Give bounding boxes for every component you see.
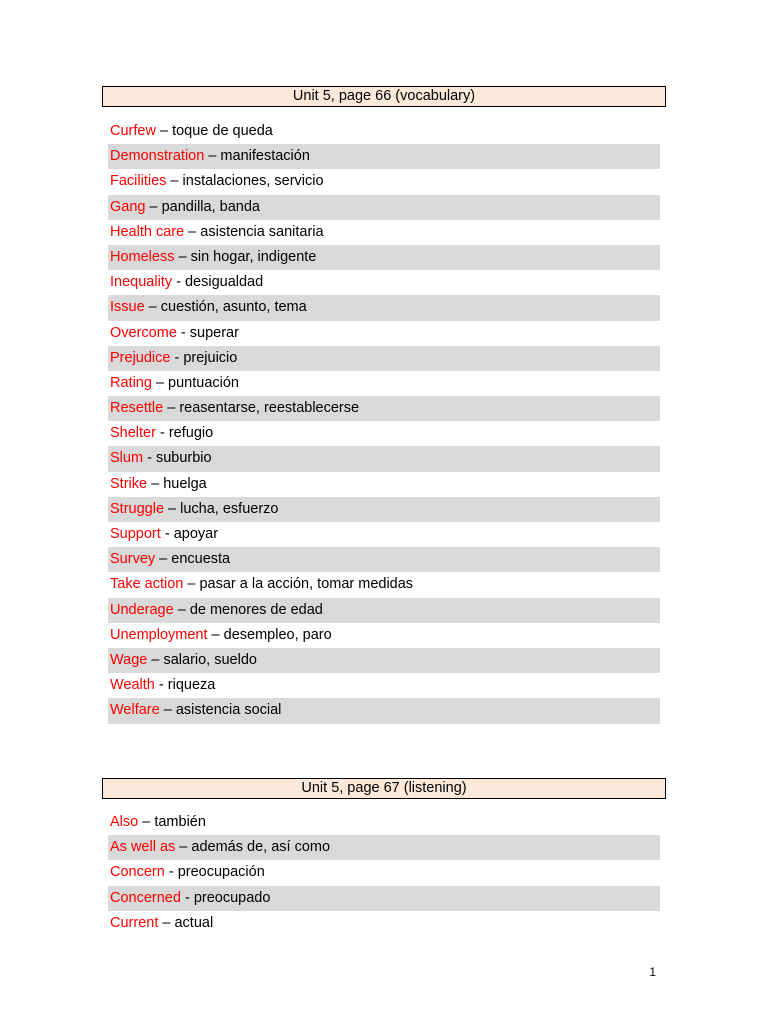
vocab-separator: -	[172, 274, 185, 291]
section-header-vocabulary	[102, 86, 666, 107]
vocab-entry	[108, 648, 660, 673]
vocab-translation: desempleo, paro	[223, 626, 332, 643]
vocab-entry	[108, 497, 660, 522]
vocab-separator: –	[145, 198, 162, 215]
vocab-translation: asistencia social	[175, 702, 282, 719]
vocab-separator: –	[173, 601, 190, 618]
vocab-entry	[108, 911, 660, 936]
vocabulary-list	[108, 119, 660, 724]
vocab-entry	[108, 522, 660, 547]
vocab-separator: -	[155, 425, 169, 442]
vocab-translation: preocupado	[193, 889, 271, 906]
vocab-entry	[108, 245, 660, 270]
vocab-term: Unemployment	[110, 626, 208, 643]
vocab-translation: riqueza	[167, 677, 216, 694]
vocab-term: Shelter	[110, 425, 156, 442]
vocab-translation: encuesta	[171, 551, 231, 568]
vocab-entry	[108, 144, 660, 169]
vocab-term: Struggle	[110, 500, 165, 517]
section-header-label: Unit 5, page 67 (listening)	[301, 780, 467, 796]
vocab-separator: -	[164, 864, 178, 881]
vocab-translation: lucha, esfuerzo	[180, 500, 279, 517]
vocab-separator: –	[159, 702, 176, 719]
vocab-term: Concern	[110, 864, 165, 881]
vocab-translation: actual	[174, 914, 214, 931]
section-header-listening	[102, 778, 666, 799]
vocab-separator: -	[143, 450, 156, 467]
vocab-term: Facilities	[110, 173, 167, 190]
vocab-translation: sin hogar, indigente	[190, 248, 317, 265]
vocab-term: Wealth	[110, 677, 155, 694]
vocab-separator: -	[170, 349, 184, 366]
vocab-term: Gang	[110, 198, 146, 215]
vocab-separator: –	[155, 551, 172, 568]
vocab-term: Resettle	[110, 400, 164, 417]
vocab-separator: –	[166, 173, 183, 190]
vocab-entry	[108, 860, 660, 885]
vocab-translation: toque de queda	[172, 123, 273, 139]
vocab-term: Wage	[110, 651, 148, 668]
vocab-separator: –	[183, 576, 200, 593]
vocab-entry	[108, 371, 660, 396]
vocab-translation: pasar a la acción, tomar medidas	[199, 576, 414, 593]
vocab-entry	[108, 169, 660, 194]
vocab-term: Survey	[110, 551, 156, 568]
listening-list	[108, 810, 660, 936]
vocab-separator: –	[147, 475, 164, 492]
vocab-entry	[108, 572, 660, 597]
vocab-entry	[108, 886, 660, 911]
vocab-separator: –	[175, 839, 192, 856]
vocab-translation: refugio	[168, 425, 214, 442]
vocab-translation: puntuación	[168, 374, 239, 391]
vocab-translation: cuestión, asunto, tema	[160, 299, 307, 316]
vocab-separator: –	[174, 248, 191, 265]
vocab-translation: salario, sueldo	[163, 651, 257, 668]
vocab-entry	[108, 810, 660, 835]
vocab-translation: manifestación	[220, 148, 310, 165]
vocab-term: Issue	[110, 299, 145, 316]
vocab-separator: –	[204, 148, 221, 165]
vocab-translation: reasentarse, reestablecerse	[179, 400, 360, 417]
vocab-separator: –	[147, 651, 164, 668]
vocab-separator: –	[151, 374, 169, 391]
vocab-term: Homeless	[110, 248, 175, 265]
vocab-separator: –	[138, 814, 155, 830]
vocab-translation: pandilla, banda	[161, 198, 260, 215]
vocab-term: Curfew	[110, 123, 156, 139]
vocab-translation: además de, así como	[191, 839, 331, 856]
vocab-entry	[108, 446, 660, 471]
vocab-term: Prejudice	[110, 349, 171, 366]
vocab-entry	[108, 598, 660, 623]
vocab-term: Strike	[110, 475, 148, 492]
vocab-separator: -	[160, 526, 174, 542]
vocab-term: Take action	[110, 576, 184, 593]
vocab-term: Overcome	[110, 324, 177, 341]
vocab-entry	[108, 835, 660, 860]
vocab-separator: –	[207, 626, 224, 643]
vocab-term: Also	[110, 814, 139, 830]
vocab-translation: asistencia sanitaria	[200, 223, 324, 240]
vocab-entry	[108, 270, 660, 295]
vocab-entry	[108, 623, 660, 648]
vocab-term: Welfare	[110, 702, 160, 719]
vocab-entry	[108, 195, 660, 220]
section-header-label: Unit 5, page 66 (vocabulary)	[292, 88, 476, 104]
vocab-translation: superar	[189, 324, 239, 341]
vocab-separator: –	[184, 223, 201, 240]
vocab-term: Inequality	[110, 274, 173, 291]
vocab-separator: –	[158, 914, 175, 931]
vocab-entry	[108, 396, 660, 421]
vocab-term: Health care	[110, 223, 185, 240]
vocab-separator: -	[180, 889, 194, 906]
vocab-separator: –	[144, 299, 161, 316]
vocab-translation: prejuicio	[183, 349, 238, 366]
vocab-separator: -	[154, 677, 168, 694]
vocab-translation: apoyar	[173, 526, 219, 542]
vocab-term: Current	[110, 914, 159, 931]
vocab-term: Rating	[110, 374, 152, 391]
vocab-translation: desigualdad	[184, 274, 264, 291]
vocab-separator: -	[176, 324, 190, 341]
vocab-entry	[108, 346, 660, 371]
page-number: 1	[649, 965, 656, 979]
vocab-translation: también	[154, 814, 206, 830]
vocab-entry	[108, 698, 660, 723]
vocab-entry	[108, 295, 660, 320]
vocab-entry	[108, 472, 660, 497]
vocab-entry	[108, 673, 660, 698]
vocab-entry	[108, 119, 660, 144]
vocab-term: Slum	[110, 450, 144, 467]
vocab-term: Demonstration	[110, 148, 205, 165]
vocab-separator: –	[164, 500, 181, 517]
vocab-translation: suburbio	[155, 450, 212, 467]
vocab-translation: preocupación	[177, 864, 265, 881]
vocab-term: As well as	[110, 839, 176, 856]
vocab-separator: –	[163, 400, 180, 417]
vocab-term: Underage	[110, 601, 174, 618]
vocab-separator: –	[155, 123, 173, 139]
vocab-entry	[108, 421, 660, 446]
vocab-entry	[108, 220, 660, 245]
vocab-term: Concerned	[110, 889, 181, 906]
vocab-term: Support	[110, 526, 161, 542]
vocab-translation: instalaciones, servicio	[182, 173, 324, 190]
vocab-entry	[108, 547, 660, 572]
vocab-entry	[108, 321, 660, 346]
vocab-translation: huelga	[163, 475, 207, 492]
vocab-translation: de menores de edad	[189, 601, 323, 618]
